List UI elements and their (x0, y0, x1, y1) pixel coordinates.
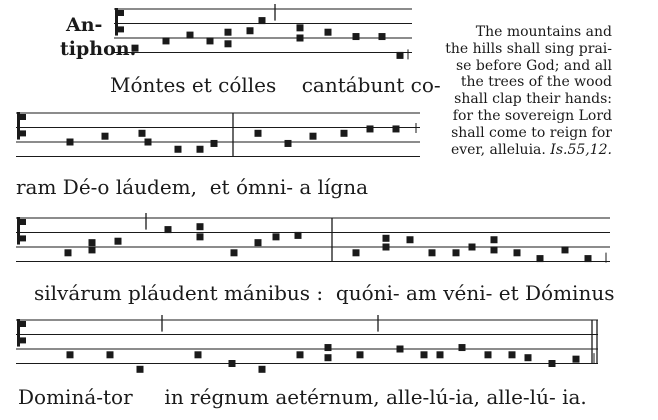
neume (353, 33, 360, 40)
translation-last-line (426, 142, 612, 159)
antiphon-label-line1: An- (66, 14, 103, 36)
neume (525, 354, 532, 361)
translation-line: se before God; and all (455, 57, 612, 74)
neume (537, 255, 544, 262)
lyric-line-1: Móntes et cólles cantábunt co- (110, 73, 441, 97)
neume (295, 232, 302, 239)
neume (341, 130, 348, 137)
neume (485, 351, 492, 358)
neume (225, 29, 232, 36)
neume (197, 223, 204, 230)
neume (175, 146, 182, 153)
neume (231, 249, 238, 256)
translation-block (426, 24, 612, 158)
neume (469, 244, 476, 251)
neume (459, 344, 466, 351)
neume (259, 17, 266, 24)
neume (139, 130, 146, 137)
clef-icon (20, 114, 26, 120)
neume (357, 351, 364, 358)
neume (407, 236, 414, 243)
neume (393, 125, 400, 132)
neume (383, 244, 390, 251)
translation-line: the hills shall sing prai- (445, 40, 612, 57)
neume (325, 344, 332, 351)
neume (165, 226, 172, 233)
neume (163, 37, 170, 44)
antiphon-label-line2: tiphon. (60, 38, 137, 60)
neume (383, 235, 390, 242)
translation-line: ever, alleluia. (450, 141, 546, 158)
neume (285, 140, 292, 147)
neume (107, 351, 114, 358)
neume (325, 29, 332, 36)
clef-icon (115, 8, 118, 36)
neume (585, 255, 592, 262)
neume (491, 246, 498, 253)
clef-icon (17, 319, 20, 347)
neume (197, 146, 204, 153)
neume (137, 366, 144, 373)
neume (397, 346, 404, 353)
clef-icon (118, 26, 124, 32)
neume (255, 130, 262, 137)
lyric-line-4: Dominá-tor in régnum aetérnum, alle-lú-ia, alle-lú- ia. (18, 385, 587, 409)
neume (187, 32, 194, 39)
neume (211, 140, 218, 147)
clef-icon (20, 337, 26, 343)
neume (421, 351, 428, 358)
neume (273, 233, 280, 240)
neume (197, 233, 204, 240)
neume (297, 35, 304, 42)
neume (229, 360, 236, 367)
neume (514, 249, 521, 256)
neume (379, 33, 386, 40)
translation-line: shall come to reign for (451, 124, 612, 141)
neume (353, 249, 360, 256)
neume (259, 366, 266, 373)
translation-line: The mountains and (475, 24, 612, 40)
lyric-line-2: ram Dé-o láudem, et ómni- a lígna (16, 175, 369, 199)
lyric-line-3: silvárum pláudent mánibus : quóni- am véni- et Dóminus (34, 281, 615, 305)
neume (491, 236, 498, 243)
clef-icon (20, 235, 26, 241)
neume (225, 40, 232, 47)
translation-line: shall clap their hands: (454, 91, 612, 108)
neume (65, 249, 72, 256)
neume (102, 133, 109, 140)
neume (367, 125, 374, 132)
neume (429, 249, 436, 256)
scripture-reference: Is.55,12. (550, 141, 612, 158)
neume (145, 139, 152, 146)
neume (247, 27, 254, 34)
neume (297, 351, 304, 358)
neume (562, 246, 569, 253)
neume (573, 356, 580, 363)
neume (325, 354, 332, 361)
clef-icon (20, 219, 26, 225)
neume (67, 139, 74, 146)
neume (549, 360, 556, 367)
neume (207, 37, 214, 44)
clef-icon (17, 217, 20, 245)
neume (67, 351, 74, 358)
neume (297, 24, 304, 31)
neume (397, 52, 404, 59)
clef-icon (118, 10, 124, 16)
neume (509, 351, 516, 358)
neume (437, 351, 444, 358)
neume (89, 239, 96, 246)
clef-icon (20, 321, 26, 327)
neume (115, 238, 122, 245)
neume (255, 239, 262, 246)
neume (89, 246, 96, 253)
clef-icon (17, 112, 20, 140)
neume (453, 249, 460, 256)
neume (310, 133, 317, 140)
translation-line: the trees of the wood (460, 74, 612, 91)
clef-icon (20, 130, 26, 136)
translation-line: for the sovereign Lord (452, 107, 612, 124)
neume (195, 351, 202, 358)
